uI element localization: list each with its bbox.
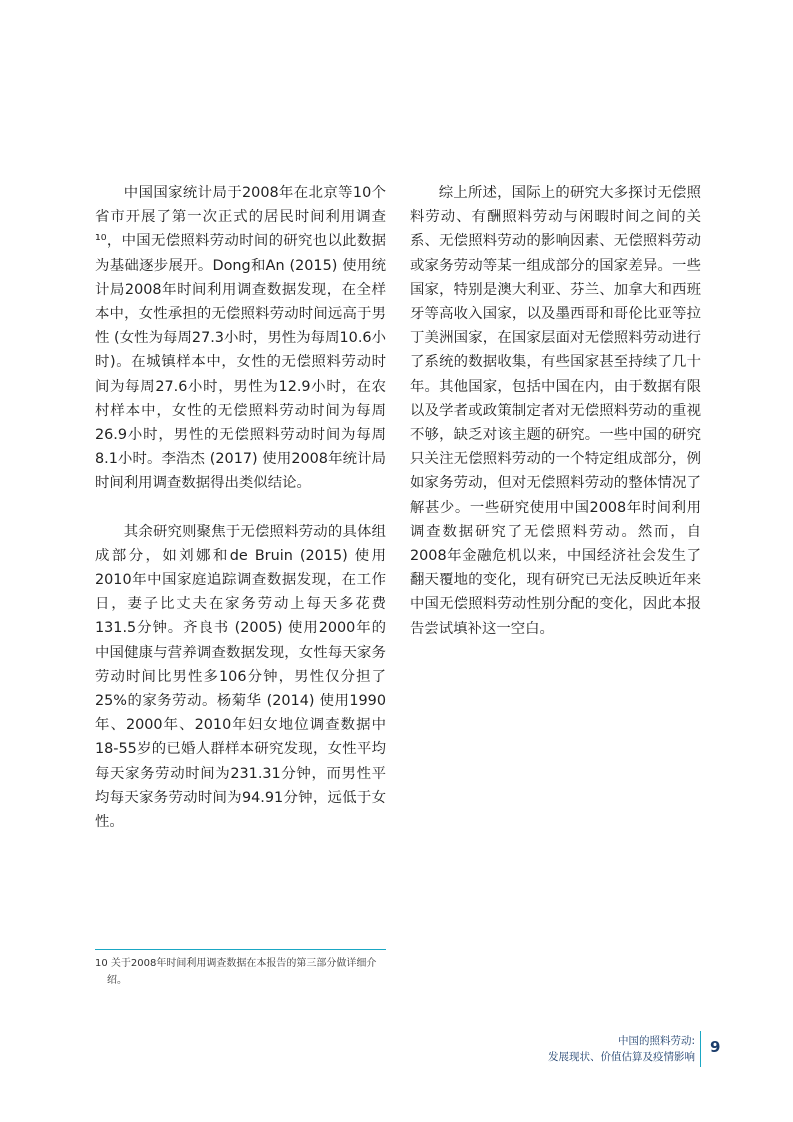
running-footer-title: [548, 1033, 695, 1065]
page-number: 9: [710, 1038, 721, 1056]
right-paragraph-1: 综上所述，国际上的研究大多探讨无偿照料劳动、有酬照料劳动与闲暇时间之间的关系、无偿照料劳动的影响因素、无偿照料劳动或家务劳动等某一组成部分的国家差异。一些国家，特别是澳大利亚、芬兰、加拿大和西班牙等高收入国家，以及墨西哥和哥伦比亚等拉丁美洲国家，在国家层面对无偿照料劳动进行了系统的数据收集，有些国家甚至持续了几十年。其他国家，包括中国在内，由于数据有限以及学者或政策制定者对无偿照料劳动的重视不够，缺乏对该主题的研究。一些中国的研究只关注无偿照料劳动的一个特定组成部分，例如家务劳动，但对无偿照料劳动的整体情况了解甚少。一些研究使用中国2008年时间利用调查数据研究了无偿照料劳动。然而，自2008年金融危机以来，中国经济社会发生了翻天覆地的变化，现有研究已无法反映近年来中国无偿照料劳动性别分配的变化，因此本报告尝试填补这一空白。: [410, 185, 701, 637]
footer-divider: [700, 1031, 701, 1067]
left-paragraph-2: 其余研究则聚焦于无偿照料劳动的具体组成部分，如刘娜和de Bruin (2015) 使用2010年中国家庭追踪调查数据发现，在工作日，妻子比丈夫在家务劳动上每天多花费131.5分钟。齐良书 (2005) 使用2000年的中国健康与营养调查数据发现，女性每天家务劳动时间比男性多106分钟，男性仅分担了25%的家务劳动。杨菊华 (2014) 使用1990年、2000年、2010年妇女地位调查数据中18-55岁的已婚人群样本研究发现，女性平均每天家务劳动时间为231.31分钟，而男性平均每天家务劳动时间为94.91分钟，远低于女性。: [95, 523, 386, 831]
footnote: 10 关于2008年时间利用调查数据在本报告的第三部分做详细介绍。: [95, 958, 377, 986]
left-paragraph-1: 中国国家统计局于2008年在北京等10个省市开展了第一次正式的居民时间利用调查¹⁰，中国无偿照料劳动时间的研究也以此数据为基础逐步展开。Dong和An (2015) 使用统计局2008年时间利用调查数据发现，在全样本中，女性承担的无偿照料劳动时间远高于男性 (女性为每周27.3小时，男性为每周10.6小时)。在城镇样本中，女性的无偿照料劳动时间为每周27.6小时，男性为12.9小时，在农村样本中，女性的无偿照料劳动时间为每周26.9小时，男性的无偿照料劳动时间为每周8.1小时。李浩杰 (2017) 使用2008年统计局时间利用调查数据得出类似结论。: [95, 185, 386, 492]
left-column: [95, 181, 386, 858]
footer-title-line-2: 发展现状、价值估算及疫情影响: [548, 1051, 695, 1063]
footnote-divider: [95, 949, 386, 950]
footer-title-line-1: 中国的照料劳动:: [617, 1035, 695, 1047]
right-column: [410, 181, 701, 665]
